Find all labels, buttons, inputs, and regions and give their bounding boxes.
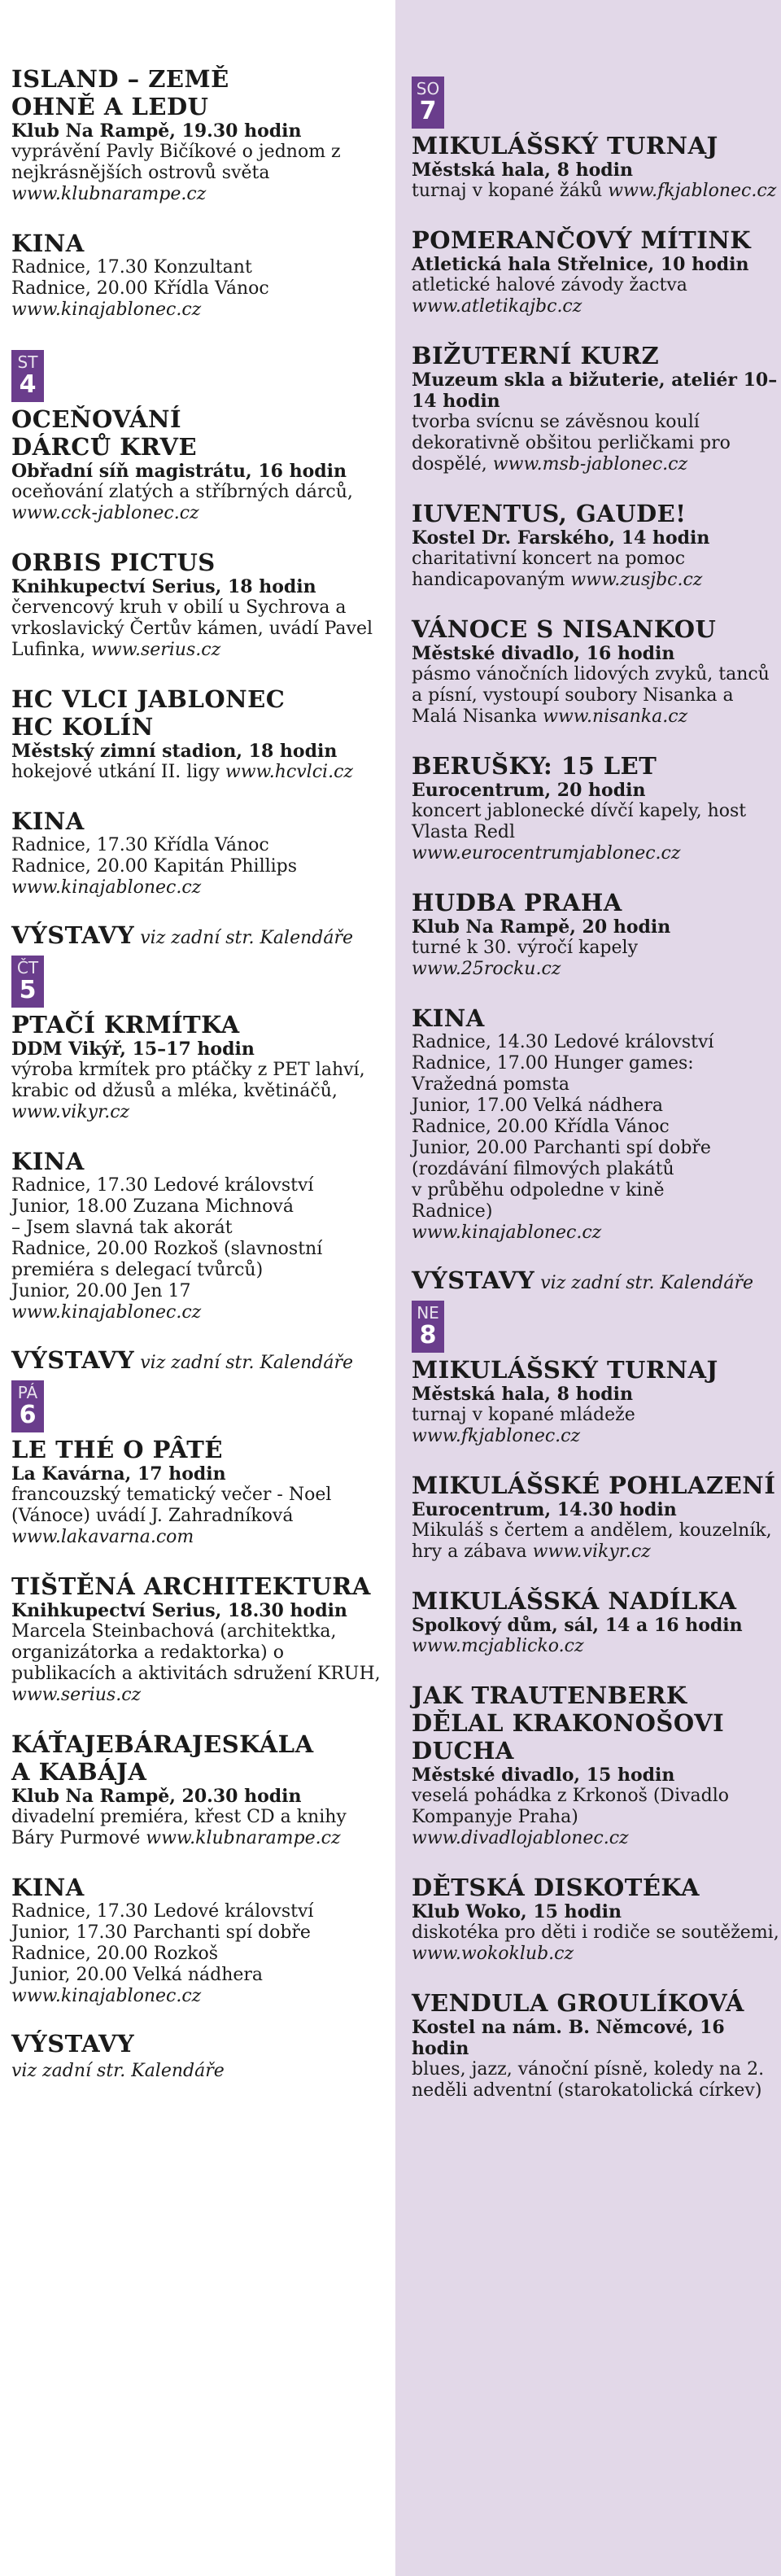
event-title: KINA xyxy=(11,230,85,257)
screening-line: Junior, 17.30 Parchanti spí dobře xyxy=(11,1922,311,1943)
event-website-link[interactable]: www.mcjablicko.cz xyxy=(412,1636,584,1656)
event-website-link[interactable]: www.zusjbc.cz xyxy=(570,570,703,590)
event-title: HC KOLÍN xyxy=(11,713,154,741)
event-venue-time: Městská hala, 8 hodin xyxy=(412,160,633,181)
event-website-link[interactable]: www.hcvlci.cz xyxy=(225,762,353,782)
event-title: ORBIS PICTUS xyxy=(11,549,216,576)
event-description-text: červencový kruh v obilí u Sychrova a vrkoslavický Čertův kámen, uvádí Pavel Lufinka, xyxy=(11,597,373,660)
event-description xyxy=(412,1922,781,1965)
event-entry xyxy=(11,685,387,783)
event-website-link[interactable]: www.msb-jablonec.cz xyxy=(492,454,688,475)
day-badge xyxy=(11,350,44,402)
event-description xyxy=(11,1060,387,1123)
event-description xyxy=(11,597,387,661)
event-description-text: charitativní koncert na pomoc handicapovaným xyxy=(412,549,686,590)
event-title: HUDBA PRAHA xyxy=(412,889,622,916)
event-description-text: hokejové utkání II. ligy xyxy=(11,762,220,782)
day-name: NE xyxy=(417,1303,439,1323)
event-description-text: turné k 30. výročí kapely xyxy=(412,938,638,958)
exhibitions-note xyxy=(11,2031,387,2084)
event-description xyxy=(11,762,387,783)
event-venue-time: Klub Na Rampě, 20.30 hodin xyxy=(11,1786,302,1807)
screening-line: premiéra s delegací tvůrců) xyxy=(11,1260,264,1280)
event-title: MIKULÁŠSKÝ TURNAJ xyxy=(412,1356,718,1384)
event-entry xyxy=(11,549,387,661)
event-title: ISLAND – ZEMĚ xyxy=(11,65,229,93)
screening-line: Radnice, 14.30 Ledové království xyxy=(412,1032,714,1052)
event-website-link[interactable]: www.atletikajbc.cz xyxy=(412,296,582,317)
event-description xyxy=(11,1485,387,1548)
event-entry xyxy=(11,65,387,205)
event-entry xyxy=(412,1874,781,1965)
event-venue-time: DDM Vikýř, 15–17 hodin xyxy=(11,1039,255,1060)
event-description-text: výroba krmítek pro ptáčky z PET lahví, krabic od džusů a mléka, květináčů, xyxy=(11,1060,365,1101)
event-description xyxy=(412,1405,781,1447)
event-venue-time: Klub Na Rampě, 19.30 hodin xyxy=(11,120,302,142)
event-description-text: atletické halové závody žactva xyxy=(412,275,687,295)
screening-line: Junior, 20.00 Velká nádhera xyxy=(11,1965,264,1985)
event-entry xyxy=(11,405,387,524)
event-venue-time: Městské divadlo, 16 hodin xyxy=(412,643,675,664)
event-website-link[interactable]: www.eurocentrumjablonec.cz xyxy=(412,843,681,864)
event-website-link[interactable]: www.kinajablonec.cz xyxy=(11,300,202,320)
event-entry xyxy=(412,342,781,475)
event-description-text: Marcela Steinbachová (architektka, organizátorka a redaktorka) o publikacích a aktivitách sdružení KRUH, xyxy=(11,1621,381,1684)
event-description-text: diskotéka pro děti i rodiče se soutěžemi, xyxy=(412,1922,779,1943)
event-description xyxy=(412,1636,781,1657)
event-website-link[interactable]: www.cck-jablonec.cz xyxy=(11,503,199,523)
event-venue-time: La Kavárna, 17 hodin xyxy=(11,1463,226,1485)
event-website-link[interactable]: www.vikyr.cz xyxy=(11,1102,130,1122)
event-website-link[interactable]: www.kinajablonec.cz xyxy=(412,1222,602,1243)
screening-line: Radnice, 20.00 Křídla Vánoc xyxy=(11,278,269,299)
screening-line: Junior, 20.00 Jen 17 xyxy=(11,1281,191,1301)
day-header xyxy=(412,72,781,132)
screening-line: Radnice, 20.00 Křídla Vánoc xyxy=(412,1117,670,1137)
event-website-link[interactable]: www.lakavarna.com xyxy=(11,1527,194,1547)
event-title: TIŠTĚNÁ ARCHITEKTURA xyxy=(11,1572,371,1600)
event-description-text: turnaj v kopané mládeže xyxy=(412,1405,635,1425)
exhibitions-reference: viz zadní str. Kalendáře xyxy=(140,1353,353,1373)
screening-line: Radnice, 17.30 Ledové království xyxy=(11,1175,314,1196)
exhibitions-label: VÝSTAVY xyxy=(11,921,135,949)
event-title: POMERANČOVÝ MÍTINK xyxy=(412,226,752,254)
right-column xyxy=(395,0,781,2576)
event-description-text: francouzský tematický večer - Noel (Vánoce) uvádí J. Zahradníková xyxy=(11,1485,332,1526)
day-number: 7 xyxy=(419,97,437,125)
day-name: SO xyxy=(416,79,440,98)
event-description-text: vyprávění Pavly Bičíkové o jednom z nejkrásnějších ostrovů světa xyxy=(11,142,341,183)
event-description-text: divadelní premiéra, křest CD a knihy Báry Purmové xyxy=(11,1807,347,1848)
event-venue-time: Obřadní síň magistrátu, 16 hodin xyxy=(11,461,347,482)
event-title: JAK TRAUTENBERK xyxy=(412,1682,687,1709)
screening-line: v průběhu odpoledne v kině xyxy=(412,1180,665,1201)
day-header xyxy=(11,345,387,405)
event-title: BIŽUTERNÍ KURZ xyxy=(412,342,660,370)
event-title: DĚTSKÁ DISKOTÉKA xyxy=(412,1874,700,1901)
event-description xyxy=(412,275,781,317)
event-description-text: oceňování zlatých a stříbrných dárců, xyxy=(11,482,353,502)
screening-line: Radnice, 20.00 Rozkoš xyxy=(11,1944,219,1964)
event-entry xyxy=(412,889,781,980)
event-entry xyxy=(412,132,781,202)
event-entry xyxy=(412,1356,781,1447)
screening-line: Radnice, 20.00 Rozkoš (slavnostní xyxy=(11,1239,323,1259)
event-entry xyxy=(412,1004,781,1244)
event-description-text: Mikuláš s čertem a andělem, kouzelník, hry a zábava xyxy=(412,1520,772,1562)
day-badge xyxy=(412,1301,444,1353)
event-entry xyxy=(412,500,781,591)
day-name: ČT xyxy=(16,958,39,977)
day-badge xyxy=(412,77,444,129)
event-venue-time: Městská hala, 8 hodin xyxy=(412,1384,633,1405)
event-title: BERUŠKY: 15 LET xyxy=(412,752,657,780)
screening-line: Radnice, 17.30 Konzultant xyxy=(11,257,252,278)
day-header xyxy=(412,1296,781,1356)
event-title: KINA xyxy=(412,1004,485,1032)
screening-line: Junior, 18.00 Zuzana Michnová xyxy=(11,1196,294,1217)
event-title: LE THÉ O PÂTÉ xyxy=(11,1436,223,1463)
event-description-text: pásmo vánočních lidových zvyků, tanců a písní, vystoupí soubory Nisanka a Malá Nisanka xyxy=(412,664,770,727)
event-entry xyxy=(412,1587,781,1657)
event-entry xyxy=(11,1148,387,1323)
exhibitions-label: VÝSTAVY xyxy=(11,1346,135,1374)
event-title: KINA xyxy=(11,807,85,835)
event-venue-time: Spolkový dům, sál, 14 a 16 hodin xyxy=(412,1615,743,1636)
event-title: PTAČÍ KRMÍTKA xyxy=(11,1011,240,1039)
event-venue-time: Městské divadlo, 15 hodin xyxy=(412,1765,675,1786)
event-website-link[interactable]: www.kinajablonec.cz xyxy=(11,1302,202,1323)
event-entry xyxy=(11,1011,387,1123)
screening-line: Junior, 20.00 Parchanti spí dobře xyxy=(412,1138,711,1158)
event-title: DÁRCŮ KRVE xyxy=(11,433,198,461)
screening-line: Radnice, 17.00 Hunger games: xyxy=(412,1053,694,1074)
screening-line: Radnice, 17.30 Křídla Vánoc xyxy=(11,835,269,855)
day-number: 5 xyxy=(19,976,37,1004)
event-title: OHNĚ A LEDU xyxy=(11,93,209,120)
event-title: OCEŇOVÁNÍ xyxy=(11,405,182,433)
event-website-link[interactable]: www.25rocku.cz xyxy=(412,959,561,979)
event-entry xyxy=(11,1572,387,1706)
event-website-link[interactable]: www.fkjablonec.cz xyxy=(412,1426,581,1446)
event-website-link[interactable]: www.nisanka.cz xyxy=(543,706,688,727)
exhibitions-note xyxy=(11,1348,387,1375)
event-entry xyxy=(412,226,781,317)
event-venue-time: Eurocentrum, 14.30 hodin xyxy=(412,1499,677,1520)
event-entry xyxy=(11,1730,387,1849)
event-description xyxy=(412,181,781,202)
event-entry xyxy=(412,1682,781,1849)
event-title: MIKULÁŠSKÉ POHLAZENÍ xyxy=(412,1472,776,1499)
event-entry xyxy=(11,807,387,899)
event-venue-time: Kostel Dr. Farského, 14 hodin xyxy=(412,527,710,549)
event-description xyxy=(412,664,781,728)
event-entry xyxy=(11,230,387,321)
event-description xyxy=(11,1807,387,1849)
event-venue-time: Knihkupectví Serius, 18.30 hodin xyxy=(11,1600,347,1621)
event-venue-time: Klub Woko, 15 hodin xyxy=(412,1901,622,1922)
screening-line: Vražedná pomsta xyxy=(412,1074,569,1095)
exhibitions-label: VÝSTAVY xyxy=(11,2030,135,2058)
event-title: IUVENTUS, GAUDE! xyxy=(412,500,687,527)
event-description xyxy=(412,412,781,475)
screening-line: Radnice) xyxy=(412,1201,493,1222)
event-website-link[interactable]: www.kinajablonec.cz xyxy=(11,1986,202,2006)
event-title: KINA xyxy=(11,1148,85,1175)
exhibitions-reference: viz zadní str. Kalendáře xyxy=(540,1273,753,1293)
event-website-link[interactable]: www.divadlojablonec.cz xyxy=(412,1828,629,1848)
day-header xyxy=(11,951,387,1011)
event-title: VENDULA GROULÍKOVÁ xyxy=(412,1989,744,2017)
event-description xyxy=(11,482,387,524)
event-description xyxy=(11,142,387,205)
event-description xyxy=(412,549,781,591)
event-entry xyxy=(412,615,781,728)
event-description-text: veselá pohádka z Krkonoš (Divadlo Kompanyje Praha) xyxy=(412,1786,730,1827)
day-badge xyxy=(11,1380,44,1432)
exhibitions-reference: viz zadní str. Kalendáře xyxy=(140,928,353,948)
exhibitions-reference: viz zadní str. Kalendáře xyxy=(11,2061,225,2081)
event-description xyxy=(412,801,781,864)
event-description xyxy=(11,1621,387,1706)
day-name: PÁ xyxy=(17,1383,38,1402)
screening-line: (rozdávání filmových plakátů xyxy=(412,1159,674,1179)
event-venue-time: Atletická hala Střelnice, 10 hodin xyxy=(412,254,749,275)
event-entry xyxy=(412,1472,781,1563)
screening-line: Radnice, 17.30 Ledové království xyxy=(11,1901,314,1922)
event-website-link[interactable]: www.serius.cz xyxy=(91,640,221,660)
day-badge xyxy=(11,956,44,1008)
screening-line: Radnice, 20.00 Kapitán Phillips xyxy=(11,856,298,877)
day-header xyxy=(11,1375,387,1436)
event-website-link[interactable]: www.klubnarampe.cz xyxy=(146,1828,341,1848)
event-venue-time: Eurocentrum, 20 hodin xyxy=(412,780,646,801)
event-description-text: tvorba svícnu se závěsnou koulí dekorativně obšitou perličkami pro dospělé, xyxy=(412,412,731,475)
event-entry xyxy=(412,1989,781,2101)
event-description xyxy=(412,2059,781,2101)
event-title: VÁNOCE S NISANKOU xyxy=(412,615,717,643)
exhibitions-note xyxy=(412,1268,781,1296)
event-website-link[interactable]: www.serius.cz xyxy=(11,1685,142,1705)
event-website-link[interactable]: www.vikyr.cz xyxy=(532,1542,651,1562)
event-website-link[interactable]: www.kinajablonec.cz xyxy=(11,877,202,898)
event-title: HC VLCI JABLONEC xyxy=(11,685,286,713)
day-name: ST xyxy=(17,352,38,372)
exhibitions-label: VÝSTAVY xyxy=(412,1266,535,1294)
event-entry xyxy=(11,1436,387,1548)
event-title: MIKULÁŠSKÁ NADÍLKA xyxy=(412,1587,737,1615)
event-entry xyxy=(11,1874,387,2007)
event-description-text: turnaj v kopané žáků xyxy=(412,181,603,201)
event-website-link[interactable]: www.fkjablonec.cz xyxy=(608,181,777,201)
event-description xyxy=(412,1786,781,1849)
event-title: MIKULÁŠSKÝ TURNAJ xyxy=(412,132,718,160)
event-description-text: blues, jazz, vánoční písně, koledy na 2. neděli adventní (starokatolická církev) xyxy=(412,2059,765,2101)
event-description xyxy=(412,938,781,980)
event-website-link[interactable]: www.wokoklub.cz xyxy=(412,1944,574,1964)
screening-line: Junior, 17.00 Velká nádhera xyxy=(412,1096,664,1116)
event-title: A KABÁJA xyxy=(11,1758,147,1786)
event-venue-time: Muzeum skla a bižuterie, ateliér 10–14 hodin xyxy=(412,370,778,412)
event-venue-time: Kostel na nám. B. Němcové, 16 hodin xyxy=(412,2017,725,2059)
day-number: 4 xyxy=(19,370,37,399)
event-title: KÁŤAJEBÁRAJESKÁLA xyxy=(11,1730,314,1758)
event-website-link[interactable]: www.klubnarampe.cz xyxy=(11,184,207,204)
event-title: DUCHA xyxy=(412,1737,514,1765)
screening-line: – Jsem slavná tak akorát xyxy=(11,1218,233,1238)
event-venue-time: Městský zimní stadion, 18 hodin xyxy=(11,741,338,762)
event-title: KINA xyxy=(11,1874,85,1901)
event-description xyxy=(412,1520,781,1563)
event-entry xyxy=(412,752,781,864)
day-number: 8 xyxy=(419,1321,437,1349)
day-number: 6 xyxy=(19,1401,37,1429)
event-venue-time: Klub Na Rampě, 20 hodin xyxy=(412,916,671,938)
event-venue-time: Knihkupectví Serius, 18 hodin xyxy=(11,576,316,597)
event-title: DĚLAL KRAKONOŠOVI xyxy=(412,1709,725,1737)
event-description-text: koncert jablonecké dívčí kapely, host Vlasta Redl xyxy=(412,801,747,842)
exhibitions-note xyxy=(11,923,387,951)
